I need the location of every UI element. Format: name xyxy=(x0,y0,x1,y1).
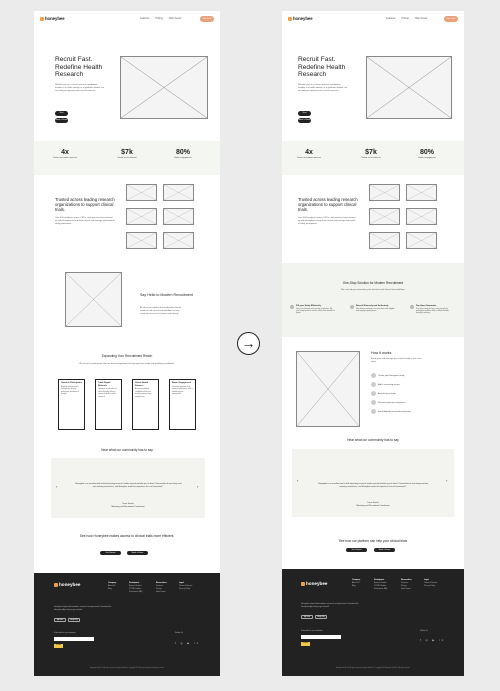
expand-title: Expanding Your Recruitment Reach xyxy=(101,354,153,358)
testimonial-title: Hear what our community has to say xyxy=(101,448,153,452)
stat-faster: 4x Faster recruitment process xyxy=(53,149,77,159)
step-icon xyxy=(371,409,376,414)
hero-title: Recruit Fast. Redefine Health Research xyxy=(55,56,103,79)
nav-link-pricing[interactable]: Pricing xyxy=(401,17,409,20)
social-icons[interactable]: f ◎ ▶ in xyxy=(175,642,201,645)
copyright: Honeybee Health Inc. All rights reserved. Honeybee Health Inc. Copyright 2022 Honeybee Health Inc. All rights reserved. xyxy=(335,668,411,669)
testimonial-title: Hear what our community has to say xyxy=(347,438,399,442)
footer-col-legal: Legal Terms of Service Privacy Policy xyxy=(424,579,438,587)
testimonial-quote: "Honeybee is an excellent tool to find interesting research studies around and take part in them! I learned lots of new things and met amazing researchers, and Honeybee made the experience fun and convenient!" xyxy=(317,483,429,488)
footer-col-researchers: Researchers Features Pricing Help Center xyxy=(401,579,412,590)
hero-image-placeholder xyxy=(366,56,452,119)
logo[interactable]: honeybee xyxy=(288,16,313,21)
partner-logo-placeholder xyxy=(163,232,194,249)
card-health-partners: Vetted Health Partners Access qualifying candidates from our health partners large sample size. xyxy=(132,379,159,430)
partner-logo-placeholder xyxy=(369,208,400,225)
how-step-3: Activate your study xyxy=(371,391,396,396)
honeybee-logo-icon xyxy=(54,583,58,587)
footer-col-legal: Legal Terms of Service Privacy Policy xyxy=(179,582,193,590)
book-demo-button[interactable]: Book a Demo xyxy=(55,119,68,121)
step-icon xyxy=(371,391,376,396)
get-started-button[interactable]: Get Started xyxy=(100,551,121,555)
subscribe-label: Subscribe to our newsletter xyxy=(54,632,76,634)
cta-book-demo-button[interactable]: Book a Demo xyxy=(374,548,395,552)
partner-logo-placeholder xyxy=(406,184,437,201)
testimonial-box xyxy=(51,458,205,518)
one-stop-band xyxy=(282,263,464,337)
partner-logo-placeholder xyxy=(406,208,437,225)
subscribe-button[interactable]: Submit xyxy=(54,644,63,648)
testimonial-role: Marketing and Recruitment Coordinator xyxy=(356,505,390,507)
subscribe-button[interactable]: Submit xyxy=(301,642,310,646)
how-step-2: Add a screening survey xyxy=(371,382,400,387)
start-recruiting-button[interactable]: Start xyxy=(55,111,68,116)
feature-fill-study: Fill your Study Efficiently Get your study up and running in minutes. Fill your study quota in weeks, rather than months to years. xyxy=(290,305,335,315)
nav-bar xyxy=(282,11,464,27)
footer xyxy=(34,573,220,676)
follow-label: Follow Us xyxy=(175,632,183,634)
google-play-badge[interactable]: Google Play xyxy=(68,618,80,622)
subscribe-label: Subscribe to our newsletter xyxy=(301,630,323,632)
logo[interactable]: honeybee xyxy=(40,16,65,21)
subscribe-input[interactable] xyxy=(301,635,341,639)
one-stop-title: One-Stop Solution for Modern Recruitment xyxy=(342,281,404,285)
how-step-4: Receive prescreen responses xyxy=(371,400,406,405)
testimonial-role: Marketing and Recruitment Coordinator xyxy=(111,506,145,508)
testimonial-name: Tessa Sarathi xyxy=(122,503,134,505)
next-arrow-icon[interactable]: › xyxy=(446,478,448,483)
copyright: Honeybee Health Inc. All rights reserved. Honeybee Health Inc. Copyright 2022 Honeybee Health Inc. All rights reserved. xyxy=(89,668,165,669)
nav-link-features[interactable]: Features xyxy=(386,17,396,20)
footer xyxy=(282,569,464,676)
card-digital-referrals: Track Digital Referrals Optimize reach with our ethics-friendly referral system built for health research. xyxy=(95,379,122,430)
stat-saved: $7k Saved on recruitment xyxy=(361,149,381,159)
stat-engagement: 80% Better engagement xyxy=(174,149,192,159)
nav-link-features[interactable]: Features xyxy=(140,17,150,20)
expand-subtitle: We funnel in participants from our diverse population to bring you more leads and qualifying candidates. xyxy=(79,363,175,365)
testimonial-box xyxy=(292,449,454,517)
hello-description: An all-in-one solution that modernizes health research and clinical trial workflows to help researchers recruit at volume and velocity. xyxy=(140,307,182,315)
one-stop-subtitle: We can help you streamline your research and clinical trial workflows. xyxy=(341,289,405,291)
follow-label: Follow Us xyxy=(420,630,428,632)
stat-engagement: 80% Better engagement xyxy=(418,149,436,159)
get-started-button[interactable]: Get Started xyxy=(346,548,367,552)
cta-title: See how Honeybee makes access to clinical trials more efficient. xyxy=(79,534,175,538)
how-step-1: Create your Honeybee study xyxy=(371,373,404,378)
partner-logo-placeholder xyxy=(126,208,157,225)
card-engagement: Better Engagement Increase retention and protocol adherence with a mobile app for participants. xyxy=(169,379,196,430)
feature-recruit-diversely: Recruit Diversely and Inclusively Get diverse and more accurate data with eligible and engaged participants. xyxy=(350,305,395,312)
how-image-placeholder xyxy=(296,351,360,427)
prev-arrow-icon[interactable]: ‹ xyxy=(297,478,299,483)
step-icon xyxy=(371,382,376,387)
partner-logo-placeholder xyxy=(406,232,437,249)
footer-col-company: Company About Us Blog xyxy=(352,579,361,587)
stats-band xyxy=(282,141,464,175)
book-demo-button[interactable]: Book a Demo xyxy=(298,119,311,121)
stats-band xyxy=(34,141,220,175)
step-icon xyxy=(371,373,376,378)
nav-link-help[interactable]: Help Center xyxy=(168,17,182,20)
footer-logo[interactable]: honeybee xyxy=(301,581,327,586)
nav-link-pricing[interactable]: Pricing xyxy=(155,17,163,20)
hero-description: Whether you're a clinical research coordinator, founder of a health startup, or a graduate student, we can help you optimize your clinical research. xyxy=(55,84,104,92)
footer-description: Honeybee helps build academic research and grassroots. Download the Honeybee App today to get started! xyxy=(54,606,112,611)
footer-logo[interactable]: honeybee xyxy=(54,582,80,587)
honeybee-logo-icon xyxy=(301,582,305,586)
app-store-badge[interactable]: App Store xyxy=(54,618,66,622)
how-step-5: Enroll digitally screened participants xyxy=(371,409,411,414)
hero-image-placeholder xyxy=(120,56,208,119)
google-play-badge[interactable]: Google Play xyxy=(315,615,327,619)
feature-pay-guarantee: Pay Upon Guarantee Post your study for free, only pay what a participant qualifies. Ask us about flexible monthly invoicing. xyxy=(410,305,455,315)
feature-icon xyxy=(350,305,354,309)
prev-arrow-icon[interactable]: ‹ xyxy=(56,484,58,489)
next-arrow-icon[interactable]: › xyxy=(197,484,199,489)
cta-book-demo-button[interactable]: Book a Demo xyxy=(127,551,148,555)
hero-description: Whether you're a clinical research coordinator, founder of a health startup, or a graduate student, we can help you optimize your clinical research. xyxy=(298,84,347,92)
footer-description: Honeybee helps build academic research and grassroots. Download the Honeybee App today to get started! xyxy=(301,603,359,608)
start-recruiting-button[interactable]: Start xyxy=(298,111,311,116)
card-opted-in: Opted-In Participants Expand your research through our diverse participant database of people. xyxy=(58,379,85,430)
step-icon xyxy=(371,400,376,405)
social-icons[interactable]: f ◎ ▶ in xyxy=(420,639,446,642)
partner-logo-placeholder xyxy=(126,232,157,249)
nav-links xyxy=(140,17,182,20)
testimonial-name: Tessa Sarathi xyxy=(367,502,379,504)
feature-image-placeholder xyxy=(65,272,122,327)
feature-icon xyxy=(410,305,414,309)
partner-logo-placeholder xyxy=(126,184,157,201)
how-subtitle: Easily post and manage your clinical study in just a few steps. xyxy=(371,358,422,363)
landing-page-after xyxy=(282,11,464,676)
trusted-title: Trusted across leading research organizations to support clinical trials. xyxy=(298,197,358,212)
partner-logo-placeholder xyxy=(163,208,194,225)
partner-logo-placeholder xyxy=(163,184,194,201)
nav-link-help[interactable]: Help Center xyxy=(414,17,428,20)
app-store-badge[interactable]: App Store xyxy=(301,615,313,619)
hero-title: Recruit Fast. Redefine Health Research xyxy=(298,56,346,79)
trusted-description: Over 400 academic teams, CROs, and sponsors have teamed up with Honeybee to help them recruit and manage thousands of study participants. xyxy=(55,217,115,225)
nav-links xyxy=(386,17,428,20)
trusted-title: Trusted across leading research organizations to support clinical trials. xyxy=(55,197,115,212)
partner-logo-placeholder xyxy=(369,232,400,249)
cta-title: See how our platform can help your clinical trials xyxy=(338,539,408,543)
testimonial-quote: "Honeybee is an excellent tool to find interesting research studies around and take part in them! I learned lots of new things and met amazing researchers, and Honeybee made the experience fun and convenient!" xyxy=(74,483,182,488)
footer-col-participants: Participants Browse Studies COVID Studies Participants FAQ xyxy=(129,582,143,593)
stat-faster: 4x Faster recruitment process xyxy=(297,149,321,159)
trusted-description: Over 400 academic teams, CROs, and sponsors have teamed up with Honeybee to help them recruit and manage thousands of study participants. xyxy=(298,217,356,225)
get-paid-button[interactable]: Get Paid xyxy=(444,16,458,22)
nav-bar xyxy=(34,11,220,27)
hello-title: Say Hello to Modern Recruitment xyxy=(140,293,193,297)
footer-col-participants: Participants Browse Studies COVID Studies Participants FAQ xyxy=(374,579,388,590)
honeybee-logo-icon xyxy=(288,17,292,21)
how-title: How it works xyxy=(371,351,392,355)
subscribe-input[interactable] xyxy=(54,637,94,641)
footer-col-company: Company About Us Blog xyxy=(108,582,117,590)
landing-page-before xyxy=(34,11,220,676)
get-paid-button[interactable]: Get Paid xyxy=(200,16,214,22)
footer-col-researchers: Researchers Features Pricing Help Center xyxy=(156,582,167,593)
stat-saved: $7k Saved on recruitment xyxy=(117,149,137,159)
honeybee-logo-icon xyxy=(40,17,44,21)
compare-arrow-icon: → xyxy=(237,332,260,355)
feature-icon xyxy=(290,305,294,309)
partner-logo-placeholder xyxy=(369,184,400,201)
